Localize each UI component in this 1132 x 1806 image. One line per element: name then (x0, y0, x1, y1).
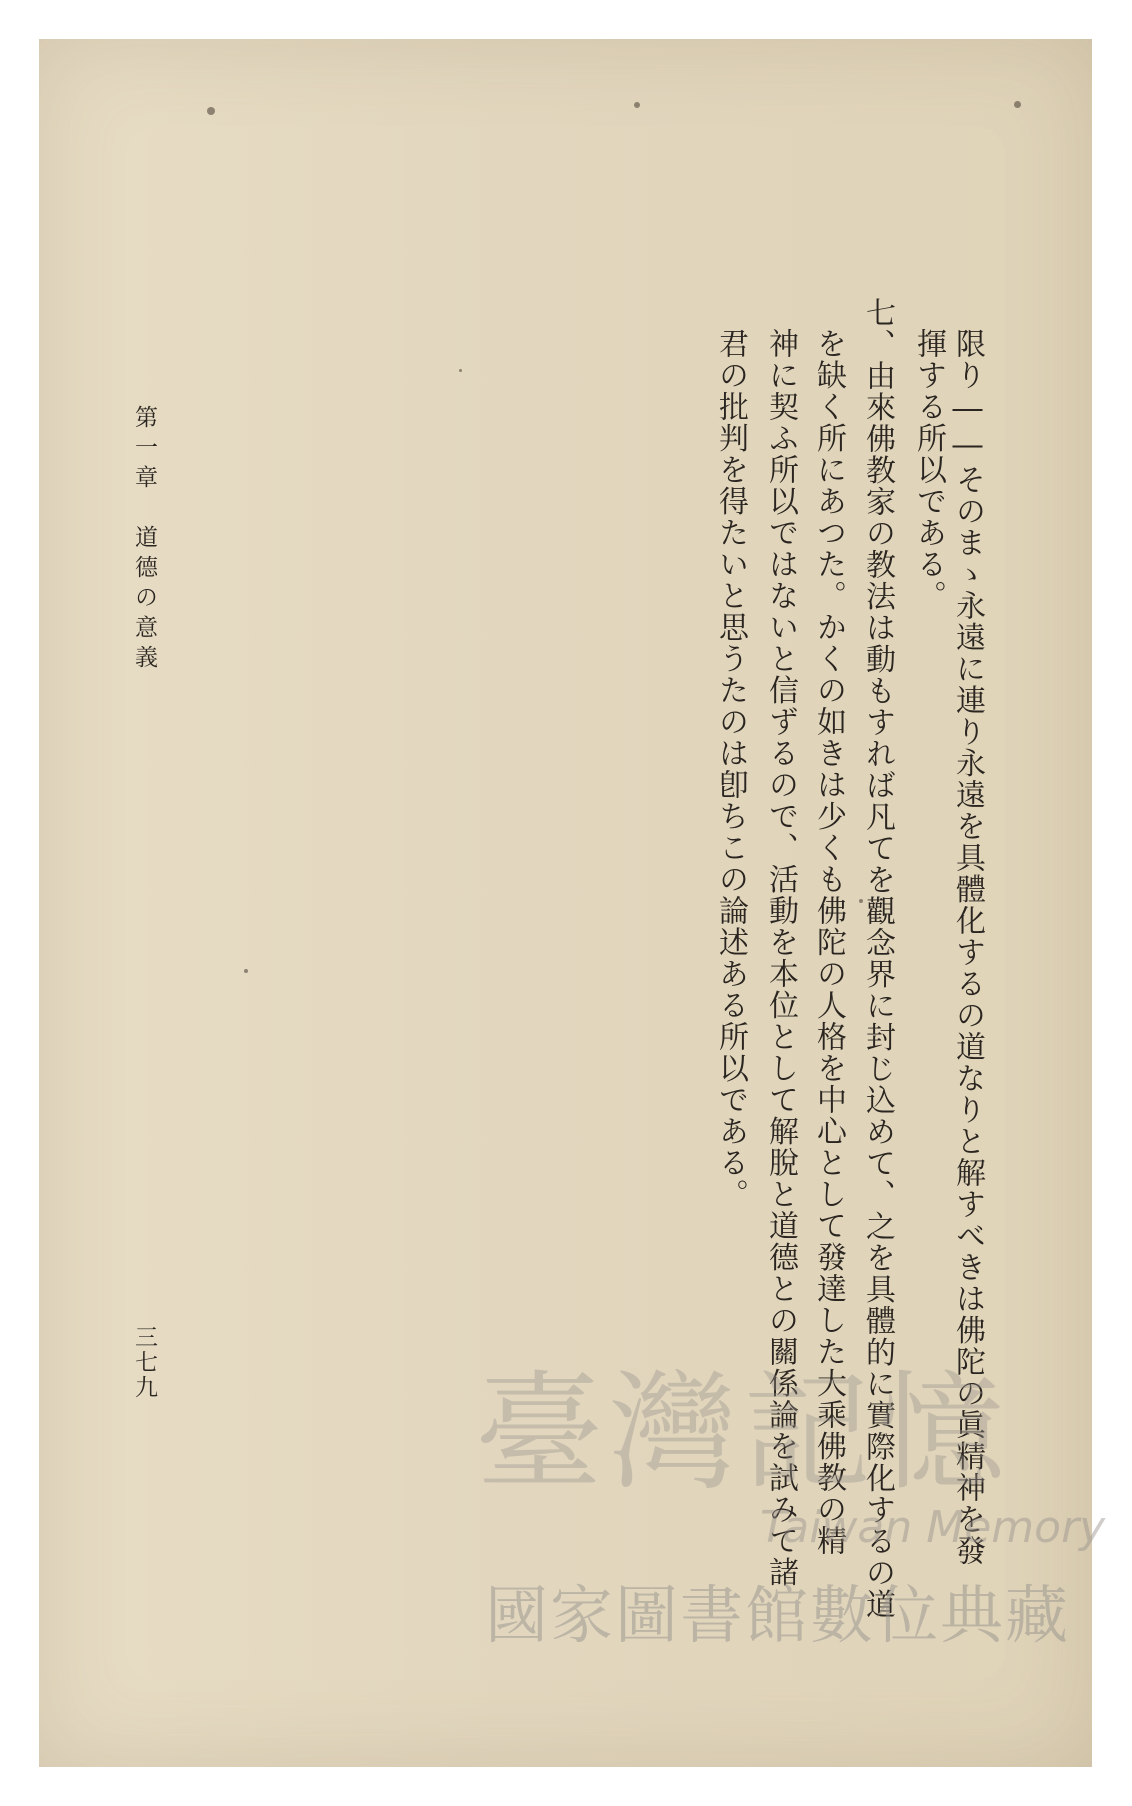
body-column-4: を缺く所にあつた。かくの如きは少くも佛陀の人格を中心として發達した大乘佛教の精 (811, 328, 846, 1557)
ink-spot (244, 969, 248, 973)
ink-spot (459, 369, 462, 372)
body-column-2: 揮する所以である。 (911, 328, 946, 612)
ink-spot (1014, 101, 1021, 108)
scanned-book-page (39, 39, 1092, 1767)
running-head: 第一章 道德の意義 (131, 405, 157, 675)
body-column-3: 七、由來佛教家の教法は動もすれば凡てを觀念界に封じ込めて、之を具體的に實際化するの道 (860, 297, 895, 1620)
body-column-6: 君の批判を得たいと思うたのは卽ちこの論述ある所以である。 (713, 328, 748, 1210)
body-column-1: 限り――そのまゝ永遠に連り永遠を具體化するの道なりと解すべきは佛陀の眞精神を發 (950, 328, 985, 1567)
ink-spot (207, 107, 215, 115)
ink-spot (634, 102, 640, 108)
watermark-calligraphy: 臺灣記憶 (475, 1359, 1012, 1508)
watermark-latin: Taiwan Memory (760, 1502, 1106, 1553)
body-column-5: 神に契ふ所以ではないと信ずるので、活動を本位として解脫と道德との關係論を試みて諸 (763, 328, 798, 1588)
page-number: 三七九 (131, 1325, 157, 1400)
watermark-library-name: 國家圖書館數位典藏 (485, 1579, 1070, 1652)
